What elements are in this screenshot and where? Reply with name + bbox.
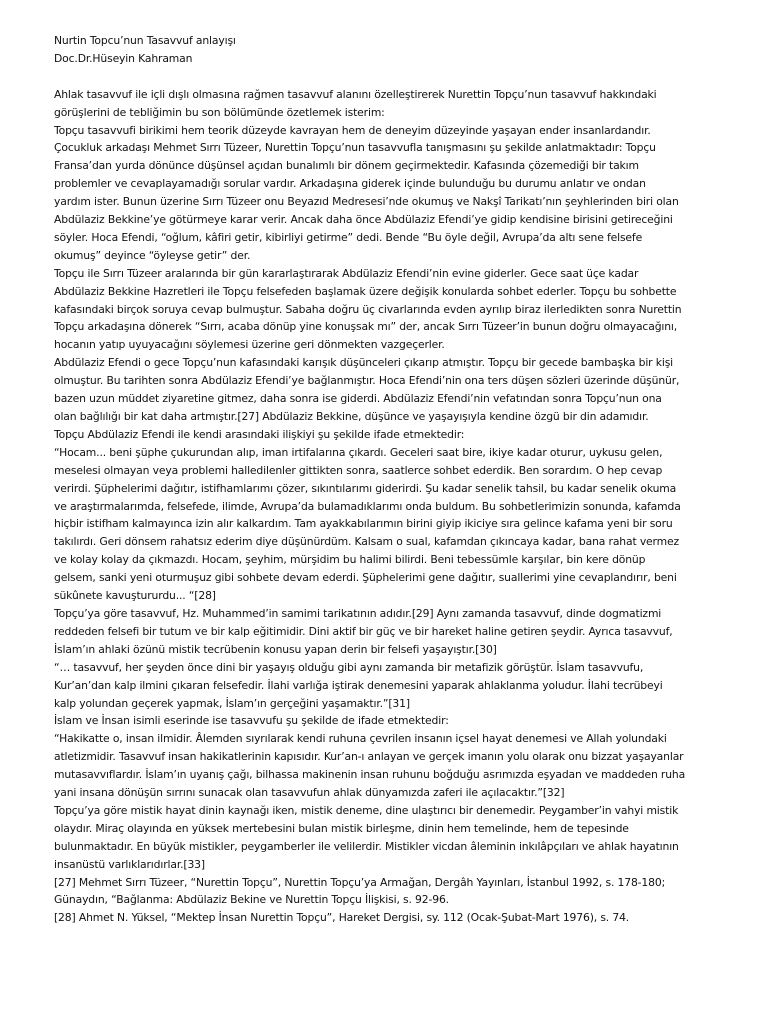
author-line: Doc.Dr.Hüseyin Kahraman xyxy=(54,51,193,65)
text-line: takılırdı. Geri dönsem rahatsız ederim diye düşünürdüm. Kalsam o sual, kafamdan çıkıncaya kadar, bana rahat vermez xyxy=(54,535,680,549)
text-line: söyler. Hoca Efendi, “oğlum, kâfiri getir, kibirliyi getirme” dedi. Bende “Bu öyle değil, Avrupa’da altı sene felsefe xyxy=(54,230,643,244)
text-line: Topçu’ya göre tasavvuf, Hz. Muhammed’in samimi tarikatının adıdır.[29] Aynı zamanda tasavvuf, dinde dogmatizmi xyxy=(54,606,662,620)
text-line: reddeden felsefi bir tutum ve bir kalp eğitimidir. Dini aktif bir güç ve bir hareket haline getiren şeydir. Ayrıca tasavvuf, xyxy=(54,624,673,638)
text-line: sükûnete kavuştururdu... “[28] xyxy=(54,589,216,603)
text-line: [27] Mehmet Sırrı Tüzeer, “Nurettin Topçu”, Nurettin Topçu’ya Armağan, Dergâh Yayınları, İstanbul 1992, s. 178-180; xyxy=(54,875,666,889)
text-line: [28] Ahmet N. Yüksel, “Mektep İnsan Nurettin Topçu”, Hareket Dergisi, sy. 112 (Ocak-Şubat-Mart 1976), s. 74. xyxy=(54,911,630,925)
text-line: gelsem, sanki yeni oturmuşuz gibi sohbete devam ederdi. Şüphelerimi gene dağıtır, suallerimi yine cevaplandırır, beni xyxy=(54,571,677,585)
text-line: okumuş” deyince “öyleyse getir” der. xyxy=(54,248,251,262)
text-line: yani insana dönüşün sırrını sunacak olan tasavvufun ahlak dünyamızda zaferi ile açılacaktır.”[32] xyxy=(54,786,565,800)
text-line: olan bağlılığı bir kat daha artmıştır.[27] Abdülaziz Bekkine, düşünce ve yaşayışıyla kendine özgü bir din adamıdır. xyxy=(54,410,649,424)
text-line: Topçu’ya göre mistik hayat dinin kaynağı iken, mistik deneme, dine ulaştırıcı bir denemedir. Peygamber’in vahyi mistik xyxy=(54,803,679,817)
text-line: insanüstü varlıklarıdırlar.[33] xyxy=(54,857,205,871)
document-title: Nurtin Topcu’nun Tasavvuf anlayışı xyxy=(54,34,236,47)
text-line: olaydır. Miraç olayında en yüksek mertebesini bulan mistik birleşme, dinin hem temelinde, hem de tepesinde xyxy=(54,821,629,835)
text-line: Çocukluk arkadaşı Mehmet Sırrı Tüzeer, Nurettin Topçu’nun tasavvufla tanışmasını şu şekilde anlatmaktadır: Topçu xyxy=(54,141,656,155)
text-line: kalp yolundan geçerek yapmak, İslam’ın gerçeğini yaşamaktır.”[31] xyxy=(54,696,410,710)
text-line: görüşlerini de tebliğimin bu son bölümünde özetlemek isterim: xyxy=(54,105,385,119)
text-line: “… tasavvuf, her şeyden önce dini bir yaşayış olduğu gibi aynı zamanda bir metafizik görüştür. İslam tasavvufu, xyxy=(54,660,644,674)
text-line: ve araştırmalarımda, felsefede, ilimde, Avrupa’da bulamadıklarımı onda buldum. Bu sohbetlerimizin sonunda, kafamda xyxy=(54,499,681,513)
text-line: Kur’an’dan kalp ilmini çıkaran felsefedir. İlahi varlığa iştirak denemesini yaparak ahlaklanma yoludur. İlahi tecrübeyi xyxy=(54,678,663,692)
text-line: mutasavvıflardır. İslam’ın uyanış çağı, bilhassa makinenin insan ruhunu boğduğu asrımızda eşyadan ve maddeden ruha xyxy=(54,768,686,782)
text-line: Abdülaziz Bekkine Hazretleri ile Topçu felsefeden başlamak üzere değişik konularda sohbet ederler. Topçu bu sohbette xyxy=(54,284,677,298)
body-text xyxy=(54,86,734,928)
text-line: Abdülaziz Bekkine’ye götürmeye karar verir. Ancak daha önce Abdülaziz Efendi’ye gidip kendisine birisini getireceğini xyxy=(54,213,673,227)
text-line: Günaydın, “Bağlanma: Abdülaziz Bekine ve Nurettin Topçu İlişkisi, s. 92-96. xyxy=(54,893,449,907)
text-line: “Hakikatte o, insan ilmidir. Âlemden sıyrılarak kendi ruhuna çevrilen insanın içsel hayat denemesi ve Allah yolundaki xyxy=(54,732,667,746)
text-line: Topçu ile Sırrı Tüzeer aralarında bir gün kararlaştırarak Abdülaziz Efendi’nin evine giderler. Gece saat üçe kadar xyxy=(54,266,639,280)
text-line: ve kolay kolay da çıkmazdı. Hocam, şeyhim, mürşidim bu halimi bilirdi. Beni tebessümle karşılar, bin kere dönüp xyxy=(54,553,646,567)
text-line: Topçu tasavvufi birikimi hem teorik düzeyde kavrayan hem de deneyim düzeyinde yaşayan ender insanlardandır. xyxy=(54,123,651,137)
text-line: hocanın yatıp uyuyacağını söylemesi üzerine geri dönmekten vazgeçerler. xyxy=(54,338,445,352)
text-line: “Hocam... beni şüphe çukurundan alıp, iman irtifalarına çıkardı. Geceleri saat bire, ikiye kadar oturur, uykusu gelen, xyxy=(54,445,663,459)
text-line: hiçbir istifham kalmayınca izin alır kalkardım. Tam ayakkabılarımın birini giyip ikiciye sıra gelince kafama yeni bir soru xyxy=(54,517,673,531)
document-page xyxy=(54,32,734,927)
text-line: verirdi. Şüphelerimi dağıtır, istifhamlarımı çözer, sıkıntılarımı giderirdi. Şu kadar senelik tahsil, bu kadar senelik okuma xyxy=(54,481,677,495)
text-line: kafasındaki birçok soruya cevap bulmuştur. Sabaha doğru üç civarlarında evden ayrılıp biraz ilerledikten sonra Nurettin xyxy=(54,302,682,316)
text-line: İslam ve İnsan isimli eserinde ise tasavvufu şu şekilde de ifade etmektedir: xyxy=(54,714,449,728)
spacer xyxy=(54,68,734,86)
text-line: bazen uzun müddet ziyaretine gitmez, daha sonra ise giderdi. Abdülaziz Efendi’nin vefatından sonra Topçu’nun ona xyxy=(54,392,662,406)
text-line: problemler ve cevaplayamadığı sorular vardır. Arkadaşına giderek içinde bulunduğu bu durumu anlatır ve ondan xyxy=(54,177,646,191)
text-line: Abdülaziz Efendi o gece Topçu’nun kafasındaki karışık düşünceleri çıkarıp atmıştır. Topçu bir gecede bambaşka bir kişi xyxy=(54,356,674,370)
text-line: bulunmaktadır. En büyük mistikler, peygamberler ile velilerdir. Mistikler vicdan âleminin inkılâpçıları ve ahlak hayatının xyxy=(54,839,679,853)
text-line: Ahlak tasavvuf ile içli dışlı olmasına rağmen tasavvuf alanını özelleştirerek Nurettin Topçu’nun tasavvuf hakkındaki xyxy=(54,87,657,101)
text-line: Topçu arkadaşına dönerek “Sırrı, acaba dönüp yine konuşsak mı” der, ancak Sırrı Tüzeer’in bunun doğru olmayacağını, xyxy=(54,320,678,334)
text-line: olmuştur. Bu tarihten sonra Abdülaziz Efendi’ye bağlanmıştır. Hoca Efendi’nin ona ters düşen sözleri üzerinde düşünür, xyxy=(54,374,680,388)
text-line: yardım ister. Bunun üzerine Sırrı Tüzeer onu Beyazıd Medresesi’nde okumuş ve Nakşî Tarikatı’nın şeyhlerinden biri olan xyxy=(54,195,679,209)
text-line: Fransa’dan yurda dönünce düşünsel açıdan bunalımlı bir dönem geçirmektedir. Kafasında çözemediği bir takım xyxy=(54,159,639,173)
text-line: meselesi olmayan veya problemi halledilenler gittikten sonra, saatlerce sohbet ederdik. Ben sorardım. O hep cevap xyxy=(54,463,663,477)
text-line: İslam’ın ahlaki özünü mistik tecrübenin konusu yapan derin bir felsefi yaşayıştır.[30] xyxy=(54,642,497,656)
text-line: Topçu Abdülaziz Efendi ile kendi arasındaki ilişkiyi şu şekilde ifade etmektedir: xyxy=(54,427,465,441)
text-line: atletizmidir. Tasavvuf insan hakikatlerinin kapısıdır. Kur’an-ı anlayan ve gerçek imanın yolu olarak onu bizzat yaşayanlar xyxy=(54,750,684,764)
